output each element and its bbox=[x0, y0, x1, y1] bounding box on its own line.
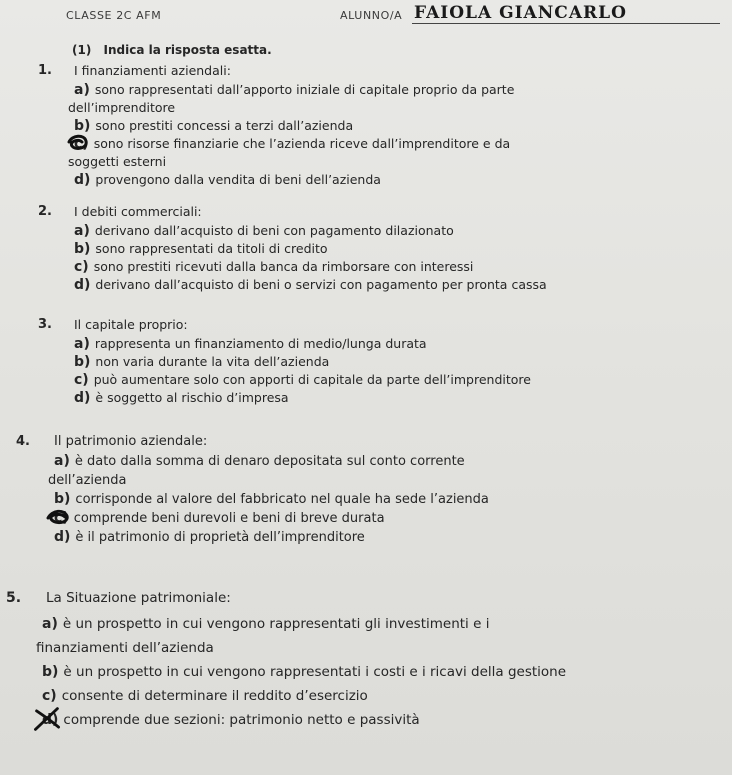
option-letter: a) bbox=[74, 336, 90, 352]
option-letter: c) bbox=[74, 372, 89, 388]
option-d[interactable] bbox=[54, 528, 732, 547]
option-text: soggetti esterni bbox=[68, 154, 167, 169]
option-b[interactable] bbox=[74, 240, 732, 258]
option-letter: d) bbox=[74, 277, 91, 293]
option-d[interactable] bbox=[74, 171, 732, 189]
question-text: Il patrimonio aziendale: bbox=[54, 434, 208, 449]
option-d[interactable] bbox=[74, 276, 732, 294]
option-letter: b) bbox=[74, 354, 91, 370]
question-text: I finanziamenti aziendali: bbox=[74, 63, 231, 78]
option-text: comprende beni durevoli e beni di breve durata bbox=[73, 511, 385, 526]
option-text: non varia durante la vita dell’azienda bbox=[95, 354, 330, 369]
question-number: 5. bbox=[6, 590, 22, 606]
option-letter: c) bbox=[74, 259, 89, 275]
option-text: sono prestiti concessi a terzi dall’azienda bbox=[95, 118, 354, 133]
option-text: sono prestiti ricevuti dalla banca da rimborsare con interessi bbox=[93, 259, 474, 274]
option-text: sono rappresentati dall’apporto iniziale di capitale proprio da parte bbox=[94, 82, 515, 97]
option-letter: b) bbox=[74, 118, 91, 134]
option-letter: d) bbox=[42, 710, 58, 730]
option-c-selected[interactable] bbox=[54, 509, 732, 528]
option-letter: a) bbox=[74, 223, 90, 239]
question-1 bbox=[0, 63, 732, 189]
option-letter: b) bbox=[54, 491, 71, 507]
option-text: dell’imprenditore bbox=[68, 100, 176, 115]
option-text: è un prospetto in cui vengono rappresentati i costi e i ricavi della gestione bbox=[63, 664, 567, 680]
option-c-selected[interactable] bbox=[74, 135, 732, 153]
question-text: Il capitale proprio: bbox=[74, 317, 188, 332]
option-text: comprende due sezioni: patrimonio netto e passività bbox=[63, 712, 420, 728]
option-c[interactable] bbox=[42, 686, 732, 706]
instruction-text: Indica la risposta esatta. bbox=[103, 43, 272, 57]
option-letter: d) bbox=[74, 390, 91, 406]
option-c-continuation bbox=[68, 153, 732, 171]
option-letter: a) bbox=[42, 616, 58, 632]
option-text: finanziamenti dell’azienda bbox=[36, 640, 214, 656]
option-letter: a) bbox=[74, 82, 90, 98]
option-a[interactable] bbox=[74, 222, 732, 240]
option-b[interactable] bbox=[54, 490, 732, 509]
question-number: 4. bbox=[16, 434, 30, 449]
option-text: è dato dalla somma di denaro depositata sul conto corrente bbox=[74, 454, 465, 469]
instruction-number: (1) bbox=[72, 43, 92, 57]
option-c[interactable] bbox=[74, 258, 732, 276]
question-text: La Situazione patrimoniale: bbox=[46, 590, 231, 606]
option-b[interactable] bbox=[74, 353, 732, 371]
option-letter: d) bbox=[54, 529, 71, 545]
option-letter: a) bbox=[54, 453, 70, 469]
option-a[interactable] bbox=[54, 452, 732, 471]
option-letter: b) bbox=[42, 664, 59, 680]
option-text: derivano dall’acquisto di beni con pagamento dilazionato bbox=[94, 223, 454, 238]
option-text: rappresenta un finanziamento di medio/lunga durata bbox=[94, 336, 427, 351]
option-text: derivano dall’acquisto di beni o servizi con pagamento per pronta cassa bbox=[95, 277, 547, 292]
option-text: può aumentare solo con apporti di capitale da parte dell’imprenditore bbox=[93, 372, 531, 387]
option-text: consente di determinare il reddito d’esercizio bbox=[61, 688, 368, 704]
option-text: è un prospetto in cui vengono rappresentati gli investimenti e i bbox=[62, 616, 490, 632]
question-text: I debiti commerciali: bbox=[74, 204, 202, 219]
option-b[interactable] bbox=[42, 662, 732, 682]
option-letter: c) bbox=[42, 688, 57, 704]
question-number: 2. bbox=[38, 204, 52, 219]
option-b[interactable] bbox=[74, 117, 732, 135]
option-letter: c) bbox=[54, 509, 69, 528]
option-a-continuation bbox=[68, 99, 732, 117]
question-5 bbox=[0, 590, 732, 730]
option-a-continuation bbox=[48, 471, 732, 490]
question-3 bbox=[0, 317, 732, 407]
question-2 bbox=[0, 204, 732, 294]
option-letter: c) bbox=[74, 135, 89, 153]
option-text: sono rappresentati da titoli di credito bbox=[95, 241, 328, 256]
option-a[interactable] bbox=[42, 614, 732, 634]
option-letter: b) bbox=[74, 241, 91, 257]
option-text: dell’azienda bbox=[48, 473, 127, 488]
option-a[interactable] bbox=[74, 81, 732, 99]
option-d-selected[interactable] bbox=[42, 710, 732, 730]
student-label: ALUNNO/A bbox=[340, 9, 403, 22]
option-d[interactable] bbox=[74, 389, 732, 407]
question-number: 1. bbox=[38, 63, 52, 78]
option-text: corrisponde al valore del fabbricato nel quale ha sede l’azienda bbox=[75, 492, 489, 507]
worksheet-header bbox=[66, 3, 732, 29]
question-number: 3. bbox=[38, 317, 52, 332]
option-text: provengono dalla vendita di beni dell’azienda bbox=[95, 172, 381, 187]
class-label: CLASSE 2C AFM bbox=[66, 9, 162, 22]
option-c[interactable] bbox=[74, 371, 732, 389]
question-4 bbox=[0, 434, 732, 547]
option-a[interactable] bbox=[74, 335, 732, 353]
option-text: è soggetto al rischio d’impresa bbox=[95, 390, 289, 405]
option-text: è il patrimonio di proprietà dell’imprenditore bbox=[75, 530, 365, 545]
option-text: sono risorse finanziarie che l’azienda riceve dall’imprenditore e da bbox=[93, 136, 511, 151]
student-name-handwritten: FAIOLA GIANCARLO bbox=[412, 3, 720, 24]
option-a-continuation bbox=[36, 638, 732, 658]
instruction bbox=[72, 43, 272, 57]
option-letter: d) bbox=[74, 172, 91, 188]
